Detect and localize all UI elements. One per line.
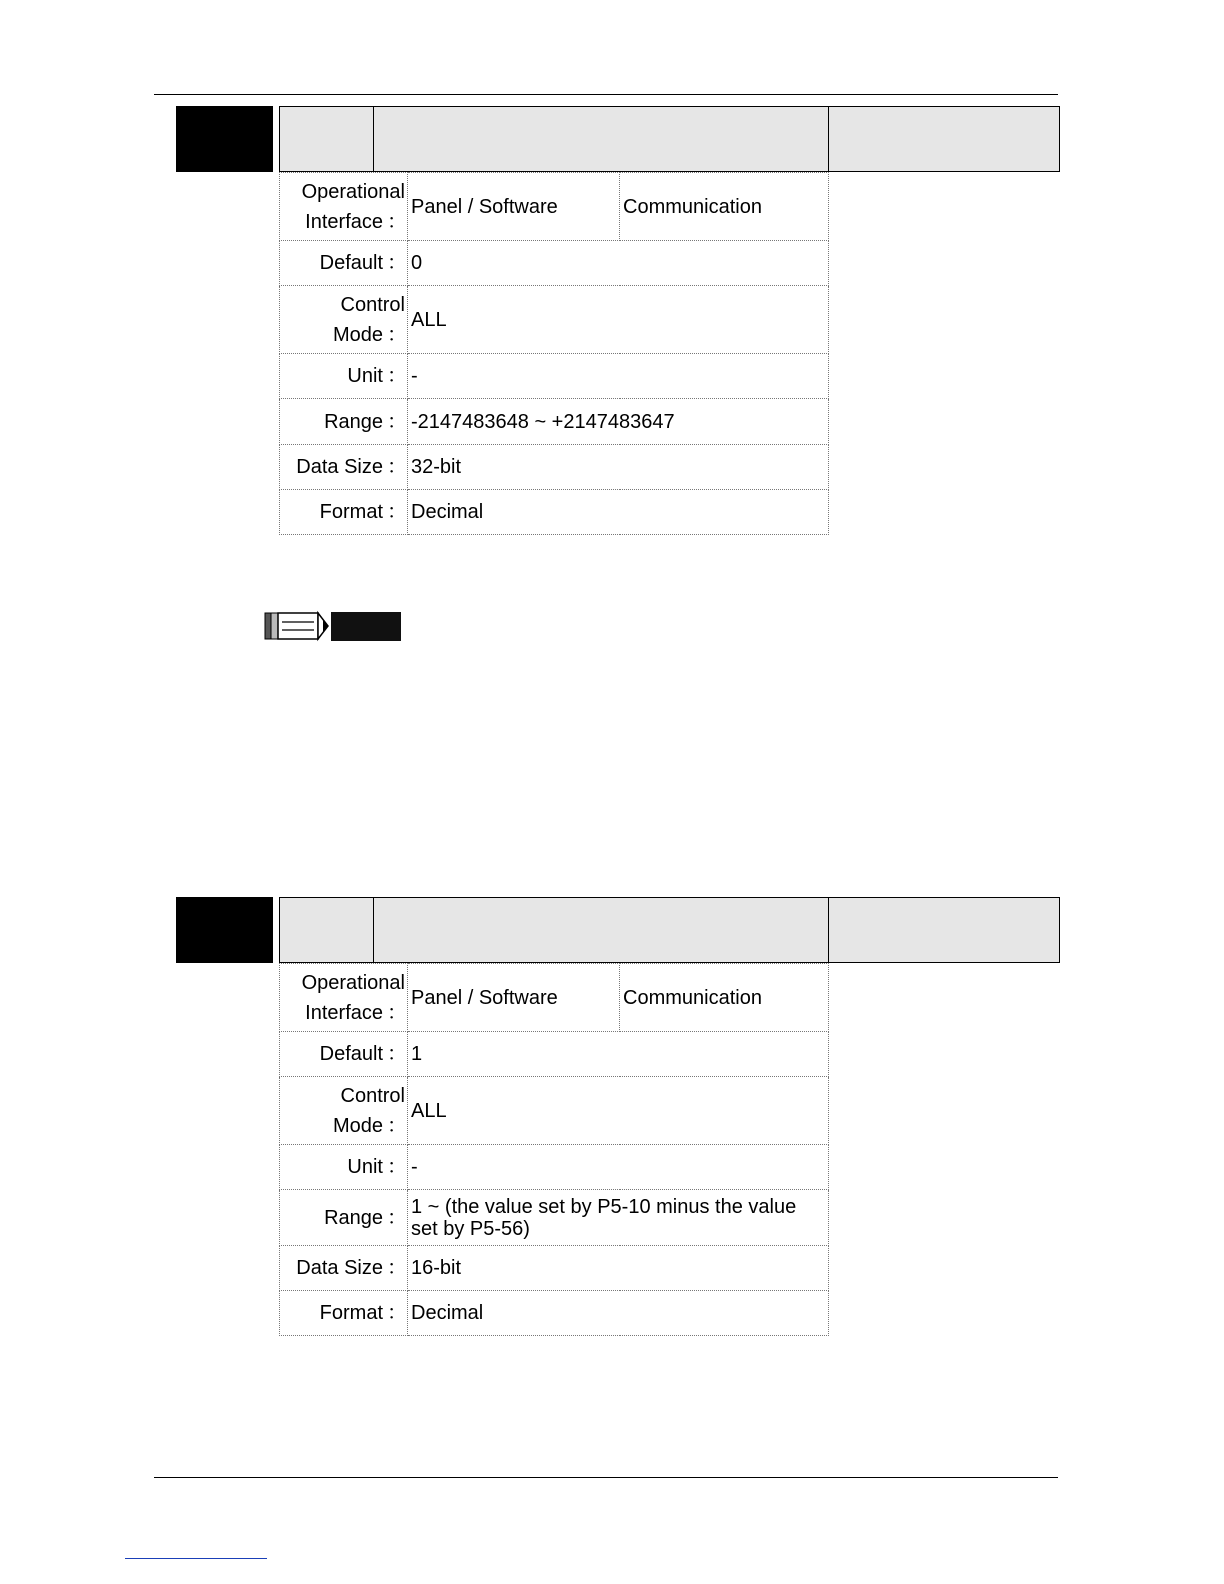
data-size-label: Data Size ： <box>280 445 408 490</box>
data-size-row <box>280 445 829 490</box>
range-label: Range ： <box>280 399 408 445</box>
control-mode-row <box>280 286 829 354</box>
interface-row <box>280 964 829 1032</box>
data-size-value: 32-bit <box>408 445 829 490</box>
default-value: 0 <box>408 241 829 286</box>
format-row <box>280 1291 829 1336</box>
interface-row <box>280 173 829 241</box>
footer-link-underline[interactable] <box>125 1558 267 1559</box>
default-row <box>280 241 829 286</box>
note-pencil-icon <box>264 610 402 642</box>
param-header-bar <box>279 897 1060 963</box>
header-rule <box>154 94 1058 95</box>
data-size-label: Data Size ： <box>280 1246 408 1291</box>
range-label: Range ： <box>280 1190 408 1246</box>
param-header-cell <box>280 107 374 171</box>
unit-value: - <box>408 1145 829 1190</box>
unit-label: Unit ： <box>280 354 408 399</box>
default-label: Default ： <box>280 241 408 286</box>
param-id-box <box>176 897 273 963</box>
control-mode-label: Control Mode ： <box>280 1077 408 1145</box>
range-row <box>280 399 829 445</box>
default-label: Default ： <box>280 1032 408 1077</box>
param-header-cell <box>829 898 1059 962</box>
param-header-cell <box>374 107 829 171</box>
unit-row <box>280 1145 829 1190</box>
data-size-value: 16-bit <box>408 1246 829 1291</box>
param-id-box <box>176 106 273 172</box>
param-attributes-table <box>279 963 829 1336</box>
format-row <box>280 490 829 535</box>
control-mode-value: ALL <box>408 1077 829 1145</box>
unit-label: Unit ： <box>280 1145 408 1190</box>
data-size-row <box>280 1246 829 1291</box>
unit-row <box>280 354 829 399</box>
interface-comm-value: Communication <box>620 173 829 241</box>
format-value: Decimal <box>408 1291 829 1336</box>
param-header-cell <box>280 898 374 962</box>
unit-value: - <box>408 354 829 399</box>
range-value: 1 ~ (the value set by P5-10 minus the value set by P5-56) <box>408 1190 829 1246</box>
interface-label: Operational Interface ： <box>280 173 408 241</box>
param-header-bar <box>279 106 1060 172</box>
param-header-cell <box>829 107 1059 171</box>
interface-comm-value: Communication <box>620 964 829 1032</box>
range-value: -2147483648 ~ +2147483647 <box>408 399 829 445</box>
interface-label: Operational Interface ： <box>280 964 408 1032</box>
default-row <box>280 1032 829 1077</box>
control-mode-row <box>280 1077 829 1145</box>
range-row <box>280 1190 829 1246</box>
control-mode-label: Control Mode ： <box>280 286 408 354</box>
format-label: Format ： <box>280 490 408 535</box>
interface-panel-value: Panel / Software <box>408 964 620 1032</box>
format-value: Decimal <box>408 490 829 535</box>
footer-rule <box>154 1477 1058 1478</box>
default-value: 1 <box>408 1032 829 1077</box>
param-attributes-table <box>279 172 829 535</box>
format-label: Format ： <box>280 1291 408 1336</box>
param-header-cell <box>374 898 829 962</box>
interface-panel-value: Panel / Software <box>408 173 620 241</box>
control-mode-value: ALL <box>408 286 829 354</box>
